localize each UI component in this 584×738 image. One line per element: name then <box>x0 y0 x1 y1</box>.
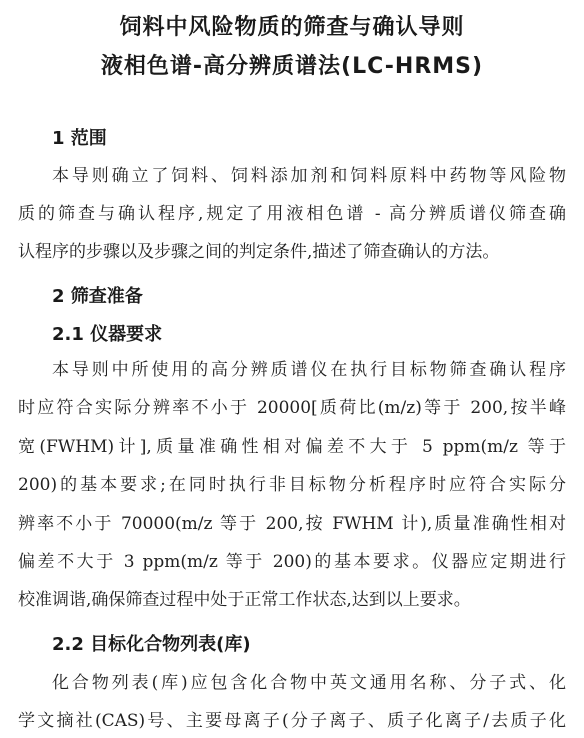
section1-line: 认程序的步骤以及步骤之间的判定条件,描述了筛查确认的方法。 <box>18 242 500 262</box>
section2-1-heading: 2.1 仪器要求 <box>52 324 163 345</box>
section1-heading: 1 范围 <box>52 128 107 149</box>
section1-line: 质的筛查与确认程序,规定了用液相色谱 - 高分辨质谱仪筛查确 <box>18 204 566 224</box>
section2-2-heading: 2.2 目标化合物列表(库) <box>52 634 251 655</box>
document-title-line2: 液相色谱-高分辨质谱法(LC-HRMS) <box>100 54 484 79</box>
section2-1-line: 宽(FWHM)计],质量准确性相对偏差不大于 5 ppm(m/z 等于 <box>18 437 566 457</box>
section2-1-line: 辨率不小于 70000(m/z 等于 200,按 FWHM 计),质量准确性相对 <box>18 514 566 534</box>
section2-2-line: 学文摘社(CAS)号、主要母离子(分子离子、质子化离子/去质子化 <box>18 711 566 731</box>
section2-2-line: 化合物列表(库)应包含化合物中英文通用名称、分子式、化 <box>52 673 566 693</box>
section2-1-line: 偏差不大于 3 ppm(m/z 等于 200)的基本要求。仪器应定期进行 <box>18 552 566 572</box>
section2-heading: 2 筛查准备 <box>52 286 143 307</box>
section1-line: 本导则确立了饲料、饲料添加剂和饲料原料中药物等风险物 <box>52 166 566 186</box>
document-title-line1: 饲料中风险物质的筛查与确认导则 <box>119 15 465 40</box>
section2-1-line: 校准调谐,确保筛查过程中处于正常工作状态,达到以上要求。 <box>18 590 471 610</box>
section2-1-line: 本导则中所使用的高分辨质谱仪在执行目标物筛查确认程序 <box>52 360 566 380</box>
section2-1-line: 200)的基本要求;在同时执行非目标物分析程序时应符合实际分 <box>18 475 566 495</box>
section2-1-line: 时应符合实际分辨率不小于 20000[质荷比(m/z)等于 200,按半峰 <box>18 398 566 418</box>
